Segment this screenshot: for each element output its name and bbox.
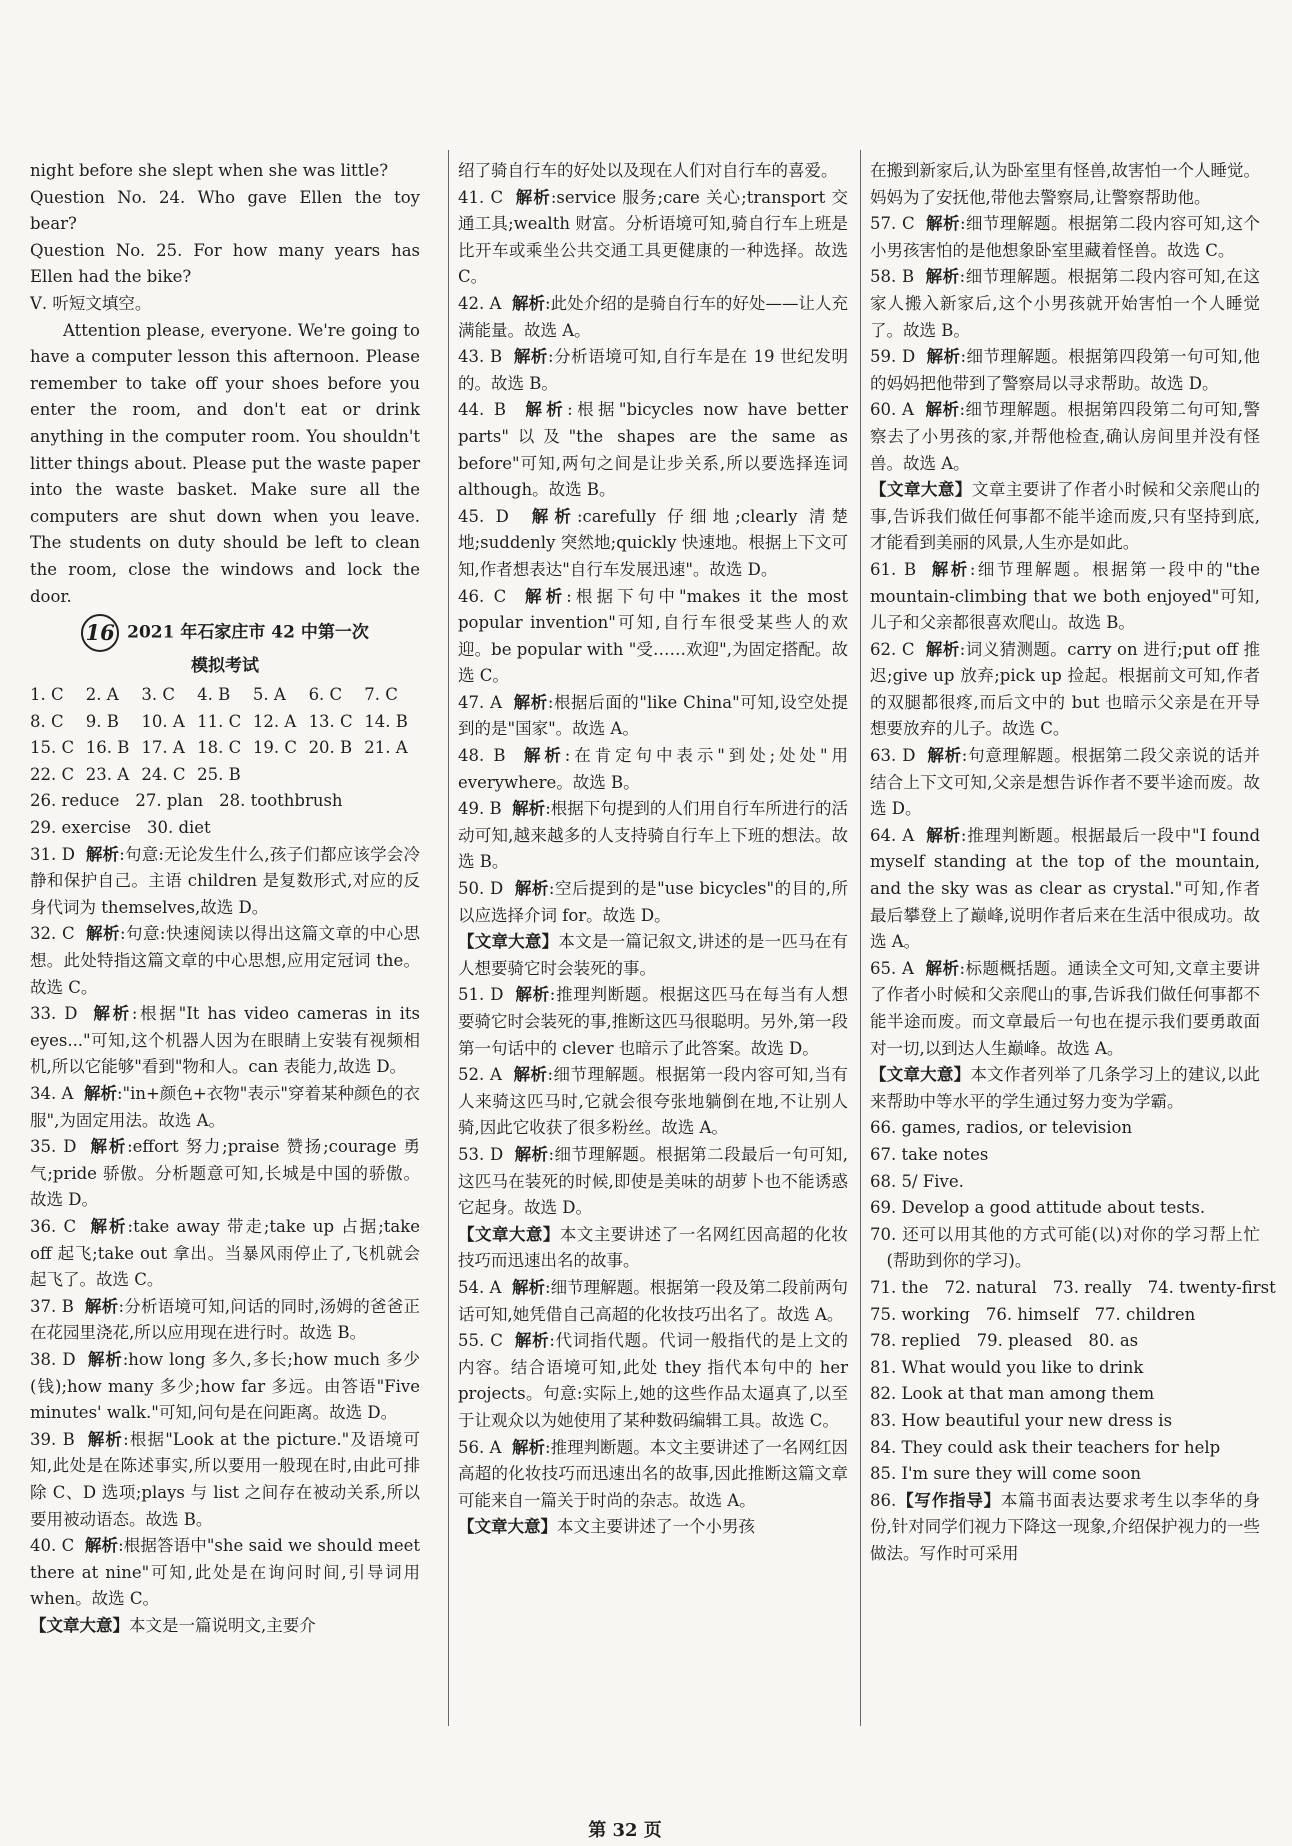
explanation-item — [458, 1328, 848, 1434]
explanation-text: :此处介绍的是骑自行车的好处——让人充满能量。故选 A。 — [458, 293, 849, 340]
article-summary: 【文章大意】本文是一篇说明文,主要介 — [30, 1615, 316, 1635]
explanation-list — [458, 185, 848, 930]
question-number: 37. B — [30, 1296, 74, 1316]
sentence-answer: 83. How beautiful your new dress is — [870, 1410, 1173, 1430]
answer-key: 21. A — [364, 738, 408, 758]
answer-key: 6. C — [308, 685, 343, 705]
fill-answer: 80. as — [1088, 1331, 1139, 1351]
question-number: 46. C — [458, 586, 507, 606]
question-number: 53. D — [458, 1144, 504, 1164]
explanation-text: :细节理解题。根据第二段内容可知,这个小男孩害怕的是他想象卧室里藏着怪兽。故选 C。 — [870, 214, 1260, 260]
answer-key: 4. B — [197, 685, 231, 705]
question-number: 59. D — [870, 347, 916, 367]
fill-answer: 72. natural — [944, 1277, 1037, 1297]
explanation-text: :句意理解题。根据第二段父亲说的话并结合上下文可知,父亲是想告诉作者不要半途而废。故选 D。 — [870, 746, 1261, 819]
answer-key: 7. C — [364, 685, 398, 705]
explanation-label: 解析 — [513, 347, 548, 367]
explanation-text: :在肯定句中表示"到处;处处"用 everywhere。故选 B。 — [458, 746, 848, 792]
explanation-text: :根据下句中"makes it the most popular invention"可知,自行车很受某些人的欢迎。be popular with "受……欢迎",为固定搭配。故选 C。 — [458, 586, 848, 686]
listening-question: night before she slept when she was little? — [30, 161, 389, 180]
explanation-item — [30, 1294, 420, 1347]
answer-key: 8. C — [30, 711, 64, 731]
fill-answer: 28. toothbrush — [219, 791, 343, 811]
explanation-text: :carefully 仔细地;clearly 清楚地;suddenly 突然地;quickly 快速地。根据上下文可知,作者想表达"自行车发展迅速"。故选 D。 — [458, 506, 848, 579]
explanation-item — [870, 637, 1260, 743]
exam-title-line2: 模拟考试 — [191, 656, 259, 677]
fill-answer: 75. working — [870, 1304, 970, 1324]
answer-key: 22. C — [30, 764, 75, 784]
answer-key: 9. B — [85, 711, 119, 731]
explanation-list — [458, 1275, 848, 1514]
answer-key: 15. C — [30, 738, 75, 758]
fill-answer: 78. replied — [870, 1331, 961, 1351]
question-number: 64. A — [870, 825, 915, 845]
short-answer: 66. games, radios, or television — [870, 1118, 1133, 1138]
explanation-label: 解析 — [525, 400, 568, 420]
sentence-answer: 82. Look at that man among them — [870, 1384, 1155, 1404]
fill-answer: 27. plan — [135, 791, 204, 811]
explanation-label: 解析 — [515, 985, 550, 1005]
explanation-label: 解析 — [523, 746, 565, 766]
explanation-label: 解析 — [927, 746, 962, 766]
explanation-item — [458, 743, 848, 796]
explanation-text: :effort 努力;praise 赞扬;courage 勇气;pride 骄傲。分析题意可知,长城是中国的骄傲。故选 D。 — [30, 1137, 421, 1210]
summary-continued: 在搬到新家后,认为卧室里有怪兽,故害怕一个人睡觉。妈妈为了安抚他,带他去警察局,让警察帮助他。 — [870, 161, 1260, 207]
explanation-text: :推理判断题。根据最后一段中"I found myself standing at the top of the mountain, and the sky was as clear as crystal."可知,作者最后攀登上了巅峰,说明作者后来在生活中很成功。故选 A。 — [870, 825, 1261, 952]
explanation-item — [458, 397, 848, 503]
explanation-label: 解析 — [513, 692, 548, 712]
explanation-text: :根据答语中"she said we should meet there at nine"可知,此处是在询问时间,引导词用 when。故选 C。 — [30, 1536, 420, 1609]
explanation-item — [30, 1427, 420, 1533]
answer-key: 24. C — [141, 764, 186, 784]
explanation-text: :根据"Look at the picture."及语境可知,此处是在陈述事实,所以要用一般现在时,由此可排除 C、D 选项;plays 与 list 之间存在被动关系,所以要用被动语态。故选 B。 — [30, 1429, 420, 1529]
explanation-label: 解析 — [84, 1296, 119, 1316]
explanation-item — [458, 1142, 848, 1222]
answer-key: 13. C — [308, 711, 353, 731]
explanation-text: :句意:快速阅读以得出这篇文章的中心思想。此处特指这篇文章的中心思想,应用定冠词 the。故选 C。 — [30, 924, 420, 997]
question-number: 38. D — [30, 1349, 76, 1369]
explanation-text: :细节理解题。根据第一段中的"the mountain-climbing that we both enjoyed"可知,儿子和父亲都很喜欢爬山。故选 B。 — [870, 559, 1261, 633]
question-number: 49. B — [458, 799, 502, 819]
explanation-label: 解析 — [86, 924, 120, 944]
question-number: 35. D — [30, 1137, 77, 1157]
fill-answer: 77. children — [1094, 1304, 1196, 1324]
answer-key: 2. A — [85, 685, 119, 705]
answer-key: 23. A — [85, 764, 130, 784]
explanation-label: 解析 — [85, 844, 120, 864]
answer-key: 19. C — [252, 738, 297, 758]
explanation-label: 解析 — [90, 1137, 128, 1157]
explanation-text: :service 服务;care 关心;transport 交通工具;wealth 财富。分析语境可知,骑自行车上班是比开车或乘坐公共交通工具更健康的一种选择。故选 C。 — [458, 187, 848, 287]
exam-title-line1: 2021 年石家庄市 42 中第一次 — [127, 622, 369, 643]
explanation-text: :how long 多久,多长;how much 多少(钱);how many 多少;how far 多远。由答语"Five minutes' walk."可知,问句是在问距离。故选 D。 — [30, 1349, 420, 1423]
question-number: 55. C — [458, 1331, 503, 1351]
article-summary: 【文章大意】本文是一篇记叙文,讲述的是一匹马在有人想要骑它时会装死的事。 — [458, 932, 849, 978]
explanation-label: 解析 — [925, 639, 960, 659]
question-number: 60. A — [870, 400, 914, 420]
explanation-item — [458, 796, 848, 876]
explanation-item — [870, 264, 1260, 344]
question-number: 51. D — [458, 985, 504, 1005]
column-3 — [870, 158, 1276, 1567]
question-number: 42. A — [458, 293, 502, 313]
explanation-item — [30, 842, 420, 922]
explanation-text: :空后提到的是"use bicycles"的目的,所以应选择介词 for。故选 D。 — [458, 879, 848, 925]
question-number: 41. C — [458, 187, 504, 207]
sentence-answer: 84. They could ask their teachers for help — [870, 1437, 1221, 1457]
explanation-label: 解析 — [93, 1004, 132, 1024]
explanation-text: :细节理解题。根据第二段内容可知,在这家人搬入新家后,这个小男孩就开始害怕一个人睡觉了。故选 B。 — [870, 267, 1260, 340]
fill-answers-row — [870, 1328, 1260, 1355]
explanation-item — [30, 921, 420, 1001]
fill-answer: 71. the — [870, 1277, 929, 1297]
explanation-text: :推理判断题。根据这匹马在每当有人想要骑它时会装死的事,推断这匹马很聪明。另外,第一段第一句话中的 clever 也暗示了此答案。故选 D。 — [458, 985, 849, 1058]
explanation-list — [30, 842, 420, 1613]
listening-question: Question No. 25. For how many years has Ellen had the bike? — [30, 240, 420, 287]
explanation-list — [870, 557, 1260, 1062]
explanation-label: 解析 — [511, 1277, 546, 1297]
fill-answer: 79. pleased — [976, 1331, 1073, 1351]
explanation-label: 解析 — [87, 1429, 124, 1449]
question-number: 57. C — [870, 214, 915, 234]
listening-question: Question No. 24. Who gave Ellen the toy bear? — [30, 187, 420, 234]
question-number: 65. A — [870, 958, 914, 978]
column-2 — [458, 158, 848, 1541]
explanation-item — [30, 1214, 420, 1294]
question-number: 43. B — [458, 347, 503, 367]
explanation-item — [458, 690, 848, 743]
answer-key: 1. C — [30, 685, 64, 705]
explanation-label: 解析 — [926, 214, 961, 234]
explanation-label: 解析 — [513, 1065, 548, 1085]
explanation-label: 解析 — [87, 1349, 123, 1369]
sentence-answer: 81. What would you like to drink — [870, 1357, 1144, 1377]
question-number: 31. D — [30, 844, 75, 864]
short-answer: 67. take notes — [870, 1144, 989, 1164]
fill-answer: 73. really — [1052, 1277, 1132, 1297]
column-divider — [860, 150, 861, 1726]
explanation-label: 解析 — [925, 958, 960, 978]
answer-key: 25. B — [197, 764, 241, 784]
fill-answer: 76. himself — [985, 1304, 1079, 1324]
question-number: 33. D — [30, 1004, 78, 1024]
explanation-item — [458, 185, 848, 291]
question-number: 63. D — [870, 746, 916, 766]
explanation-text: :分析语境可知,问话的同时,汤姆的爸爸正在花园里浇花,所以应用现在进行时。故选 B。 — [30, 1296, 420, 1343]
article-summary: 【文章大意】本文作者列举了几条学习上的建议,以此来帮助中等水平的学生通过努力变为学霸。 — [870, 1065, 1261, 1111]
question-number: 50. D — [458, 879, 504, 899]
explanation-label: 解析 — [925, 400, 960, 420]
fill-answers-row — [30, 815, 420, 842]
explanation-label: 解析 — [926, 825, 961, 845]
explanation-label: 解析 — [511, 293, 546, 313]
fill-answers-row — [30, 788, 420, 815]
explanation-text: :句意:无论发生什么,孩子们都应该学会冷静和保护自己。主语 children 是复数形式,对应的反身代词为 themselves,故选 D。 — [30, 844, 420, 917]
explanation-item — [458, 1062, 848, 1142]
question-number: 62. C — [870, 639, 915, 659]
article-summary: 【文章大意】本文主要讲述了一名网红因高超的化妆技巧而迅速出名的故事。 — [458, 1224, 849, 1271]
answer-key: 17. A — [141, 738, 185, 758]
explanation-item — [870, 557, 1260, 637]
explanation-text: :词义猜测题。carry on 进行;put off 推迟;give up 放弃;pick up 捡起。根据前文可知,作者的双腿都很疼,而后文中的 but 也暗示父亲是在开导想要放弃的儿子。故选 C。 — [870, 639, 1260, 739]
explanation-label: 解析 — [926, 347, 961, 367]
question-number: 61. B — [870, 559, 917, 579]
explanation-text: :细节理解题。根据第四段第一句可知,他的妈妈把他带到了警察局以寻求帮助。故选 D。 — [870, 347, 1260, 393]
explanation-text: :根据"It has video cameras in its eyes..."可知,这个机器人因为在眼睛上安装有视频相机,所以它能够"看到"物和人。can 表能力,故选 D。 — [30, 1004, 420, 1077]
explanation-item — [870, 823, 1260, 956]
explanation-text: :根据"bicycles now have better parts"以及"the shapes are the same as before"可知,两句之间是让步关系,所以要选择连词 although。故选 B。 — [458, 400, 848, 500]
question-number: 39. B — [30, 1429, 75, 1449]
explanation-label: 解析 — [514, 1144, 549, 1164]
explanation-text: :take away 带走;take up 占据;take off 起飞;take out 拿出。当暴风雨停止了,飞机就会起飞了。故选 C。 — [30, 1216, 420, 1290]
answer-key: 14. B — [364, 711, 408, 731]
explanation-label: 解析 — [515, 187, 551, 207]
question-number: 36. C — [30, 1216, 77, 1236]
question-number: 47. A — [458, 692, 502, 712]
explanation-item — [458, 504, 848, 584]
explanation-item — [30, 1134, 420, 1214]
short-answer: 69. Develop a good attitude about tests. — [870, 1198, 1206, 1218]
answer-key: 12. A — [252, 711, 297, 731]
explanation-label: 解析 — [514, 1331, 550, 1351]
fill-answer: 26. reduce — [30, 791, 120, 811]
answer-key: 3. C — [141, 685, 176, 705]
column-1 — [30, 158, 420, 1639]
explanation-text: :分析语境可知,自行车是在 19 世纪发明的。故选 B。 — [458, 347, 848, 393]
explanation-item — [870, 397, 1260, 477]
sentence-answer: 85. I'm sure they will come soon — [870, 1464, 1142, 1484]
explanation-label: 解析 — [90, 1216, 128, 1236]
short-answer: 70. 还可以用其他的方式可能(以)对你的学习帮上忙(帮助到你的学习)。 — [870, 1224, 1260, 1271]
answer-key: 10. A — [141, 711, 185, 731]
explanation-text: :细节理解题。根据第四段第二句可知,警察去了小男孩的家,并帮他检查,确认房间里并没有怪兽。故选 A。 — [870, 400, 1260, 473]
question-number: 40. C — [30, 1536, 75, 1556]
question-number: 44. B — [458, 400, 507, 420]
question-number: 54. A — [458, 1277, 502, 1297]
answer-key: 16. B — [85, 738, 130, 758]
explanation-label: 解析 — [531, 506, 577, 526]
explanation-list — [458, 982, 848, 1221]
answer-key-grid — [30, 682, 420, 788]
question-number: 52. A — [458, 1065, 502, 1085]
explanation-item — [30, 1533, 420, 1613]
explanation-item — [870, 743, 1260, 823]
explanation-item — [458, 982, 848, 1062]
answer-key: 18. C — [197, 738, 242, 758]
fill-answers-row — [870, 1302, 1260, 1329]
exam-title — [30, 614, 420, 680]
explanation-label: 解析 — [512, 799, 546, 819]
explanation-text: :根据下句提到的人们用自行车所进行的活动可知,越来越多的人支持骑自行车上下班的想法。故选 B。 — [458, 799, 848, 872]
fill-answer: 30. diet — [146, 818, 211, 838]
explanation-text: :"in+颜色+衣物"表示"穿着某种颜色的衣服",为固定用法。故选 A。 — [30, 1084, 421, 1130]
article-summary: 【文章大意】本文主要讲述了一个小男孩 — [458, 1517, 755, 1537]
explanation-item — [870, 956, 1260, 1062]
explanation-list — [870, 211, 1260, 477]
explanation-text: :推理判断题。本文主要讲述了一名网红因高超的化妆技巧而迅速出名的故事,因此推断这篇文章可能来自一篇关于时尚的杂志。故选 A。 — [458, 1437, 849, 1510]
fill-answer: 74. twenty-first — [1147, 1277, 1276, 1297]
question-number: 45. D — [458, 506, 509, 526]
explanation-item — [870, 211, 1260, 264]
question-number: 34. A — [30, 1084, 74, 1103]
explanation-text: :根据后面的"like China"可知,设空处提到的是"国家"。故选 A。 — [458, 692, 848, 739]
explanation-item — [458, 1275, 848, 1328]
answer-key: 5. A — [252, 685, 286, 705]
explanation-item — [458, 584, 848, 690]
column-divider — [448, 150, 449, 1726]
explanation-text: :细节理解题。根据第二段最后一句可知,这匹马在装死的时候,即使是美味的胡萝卜也不能诱惑它起身。故选 D。 — [458, 1144, 848, 1218]
answer-key: 20. B — [308, 738, 353, 758]
explanation-label: 解析 — [925, 267, 960, 287]
exam-number-badge: 16 — [81, 614, 119, 652]
question-number: 32. C — [30, 924, 75, 944]
listening-passage: Attention please, everyone. We're going to have a computer lesson this afternoon. Please remember to take off your shoes before you enter the room, and don't eat or drink anything in the computer room. You shouldn't litter things about. Please put the waste paper into the waste basket. Make sure all the computers are shut down when you leave. The students on duty should be left to clean the room, close the windows and lock the door. — [30, 320, 420, 606]
explanation-text: :代词指代题。代词一般指代的是上文的内容。结合语境可知,此处 they 指代本句中的 her projects。句意:实际上,她的这些作品太逼真了,以至于让观众以为她使用了某种数码编辑工具。故选 C。 — [458, 1331, 848, 1430]
explanation-item — [30, 1081, 420, 1134]
article-summary: 【文章大意】文章主要讲了作者小时候和父亲爬山的事,告诉我们做任何事都不能半途而废,只有坚持到底,才能看到美丽的风景,人生亦是如此。 — [870, 480, 1261, 553]
explanation-item — [870, 344, 1260, 397]
fill-answer: 29. exercise — [30, 818, 131, 838]
explanation-label: 解析 — [83, 1084, 117, 1103]
section-heading: Ⅴ. 听短文填空。 — [30, 293, 152, 313]
explanation-text: :标题概括题。通读全文可知,文章主要讲了作者小时候和父亲爬山的事,告诉我们做任何事都不能半途而废。而文章最后一句也在提示我们要勇敢面对一切,以到达人生巅峰。故选 A。 — [870, 958, 1260, 1058]
explanation-item — [458, 344, 848, 397]
explanation-item — [458, 291, 848, 344]
explanation-text: :细节理解题。根据第一段内容可知,当有人来骑这匹马时,它就会很夸张地躺倒在地,不让别人骑,因此它收获了很多粉丝。故选 A。 — [458, 1065, 848, 1138]
explanation-label: 解析 — [524, 586, 567, 606]
explanation-item — [458, 1435, 848, 1515]
explanation-label: 解析 — [84, 1536, 119, 1556]
explanation-label: 解析 — [514, 879, 549, 899]
summary-continued: 绍了骑自行车的好处以及现在人们对自行车的喜爱。 — [458, 161, 838, 180]
question-number: 56. A — [458, 1437, 502, 1457]
explanation-text: :细节理解题。根据第一段及第二段前两句话可知,她凭借自己高超的化妆技巧出名了。故选 A。 — [458, 1277, 849, 1324]
fill-answers-row — [870, 1275, 1276, 1302]
explanation-item — [458, 876, 848, 929]
short-answer: 68. 5/ Five. — [870, 1171, 964, 1191]
explanation-label: 解析 — [931, 559, 970, 579]
explanation-item — [30, 1001, 420, 1081]
question-number: 48. B — [458, 746, 506, 766]
page-number: 第 32 页 — [588, 1820, 662, 1841]
answer-key: 11. C — [197, 711, 242, 731]
explanation-label: 解析 — [511, 1437, 546, 1457]
writing-guide: 86.【写作指导】本篇书面表达要求考生以李华的身份,针对同学们视力下降这一现象,介绍保护视力的一些做法。写作时可采用 — [870, 1490, 1260, 1563]
question-number: 58. B — [870, 267, 915, 287]
explanation-item — [30, 1347, 420, 1427]
